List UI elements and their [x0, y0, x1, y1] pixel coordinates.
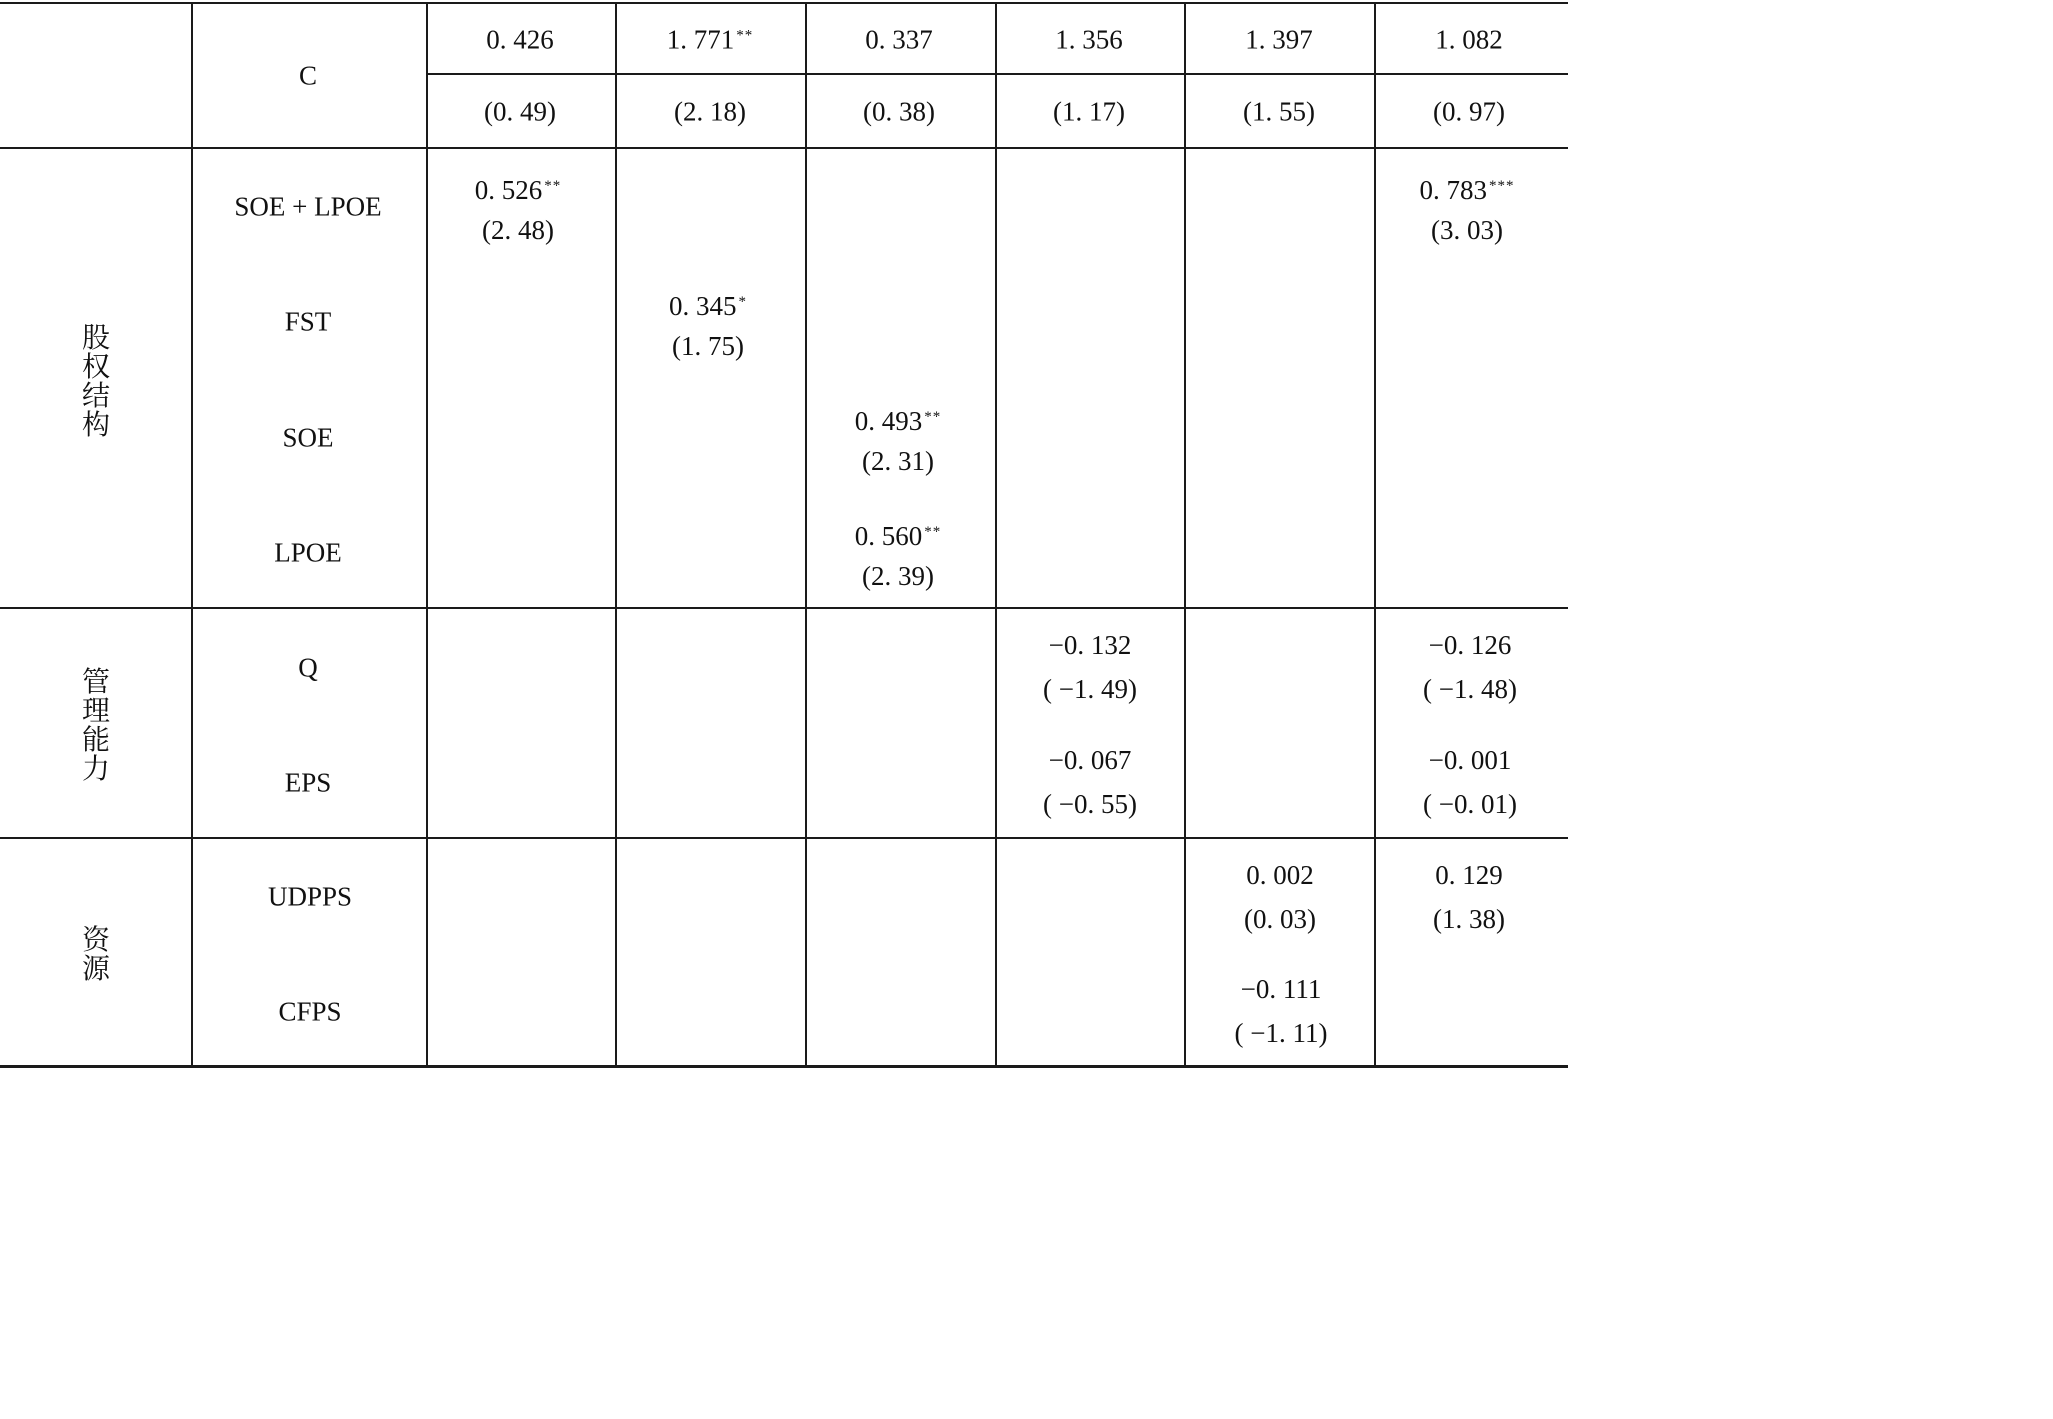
cell-soe-lpoe-col1: 0. 526 ** (2. 48): [474, 175, 562, 245]
column-divider-3: [805, 3, 807, 1066]
significance-stars: *: [738, 294, 747, 310]
cell-soe-col3: 0. 493 ** (2. 31): [854, 406, 942, 476]
cell-udpps-col5: 0. 002 (0. 03): [1244, 860, 1316, 934]
const-row-divider: [426, 73, 1568, 75]
column-divider-1: [426, 3, 428, 1066]
const-coef-col2: 1. 771 **: [666, 24, 754, 55]
cell-udpps-col6: 0. 129 (1. 38): [1433, 860, 1505, 934]
variable-cfps: CFPS: [278, 996, 342, 1027]
const-coef-col4: 1. 356: [1055, 24, 1123, 55]
const-label: C: [298, 60, 318, 91]
cell-soe-lpoe-col6: 0. 783 *** (3. 03): [1419, 175, 1515, 245]
const-tval-col6: (0. 97): [1433, 96, 1505, 127]
significance-stars: ***: [1489, 178, 1515, 194]
cell-fst-col2: 0. 345 * (1. 75): [669, 291, 747, 361]
significance-stars: **: [924, 409, 942, 425]
const-coef-col5: 1. 397: [1245, 24, 1313, 55]
group-label-management-ability: 管 理 能 力: [81, 665, 110, 785]
const-tval-col5: (1. 55): [1243, 96, 1315, 127]
const-coef-col3: 0. 337: [865, 24, 933, 55]
significance-stars: **: [924, 524, 942, 540]
column-divider-0: [191, 3, 193, 1066]
variable-eps: EPS: [284, 767, 332, 798]
cell-eps-col6: −0. 001 ( −0. 01): [1423, 745, 1517, 819]
section-divider-management: [0, 607, 1568, 609]
table-bottom-rule: [0, 1065, 1568, 1068]
column-divider-5: [1184, 3, 1186, 1066]
const-coef-col6: 1. 082: [1435, 24, 1503, 55]
const-tval-col4: (1. 17): [1053, 96, 1125, 127]
variable-lpoe: LPOE: [274, 537, 342, 568]
variable-udpps: UDPPS: [267, 881, 353, 912]
variable-q: Q: [298, 652, 318, 683]
cell-eps-col4: −0. 067 ( −0. 55): [1043, 745, 1137, 819]
cell-lpoe-col3: 0. 560 ** (2. 39): [854, 521, 942, 591]
column-divider-4: [995, 3, 997, 1066]
significance-stars: **: [736, 27, 754, 44]
const-tval-col2: (2. 18): [674, 96, 746, 127]
table-top-rule: [0, 2, 1568, 4]
cell-q-col4: −0. 132 ( −1. 49): [1043, 630, 1137, 704]
variable-fst: FST: [284, 306, 332, 337]
cell-cfps-col5: −0. 111 ( −1. 11): [1234, 974, 1328, 1048]
group-label-ownership-structure: 股 权 结 构: [81, 321, 110, 441]
column-divider-2: [615, 3, 617, 1066]
significance-stars: **: [544, 178, 562, 194]
section-divider-resources: [0, 837, 1568, 839]
cell-q-col6: −0. 126 ( −1. 48): [1423, 630, 1517, 704]
variable-soe-lpoe: SOE + LPOE: [234, 191, 382, 222]
variable-soe: SOE: [282, 422, 334, 453]
column-divider-6: [1374, 3, 1376, 1066]
const-tval-col3: (0. 38): [863, 96, 935, 127]
const-coef-col1: 0. 426: [486, 24, 554, 55]
const-tval-col1: (0. 49): [484, 96, 556, 127]
group-label-resources: 资 源: [81, 923, 110, 985]
section-divider-ownership: [0, 147, 1568, 149]
